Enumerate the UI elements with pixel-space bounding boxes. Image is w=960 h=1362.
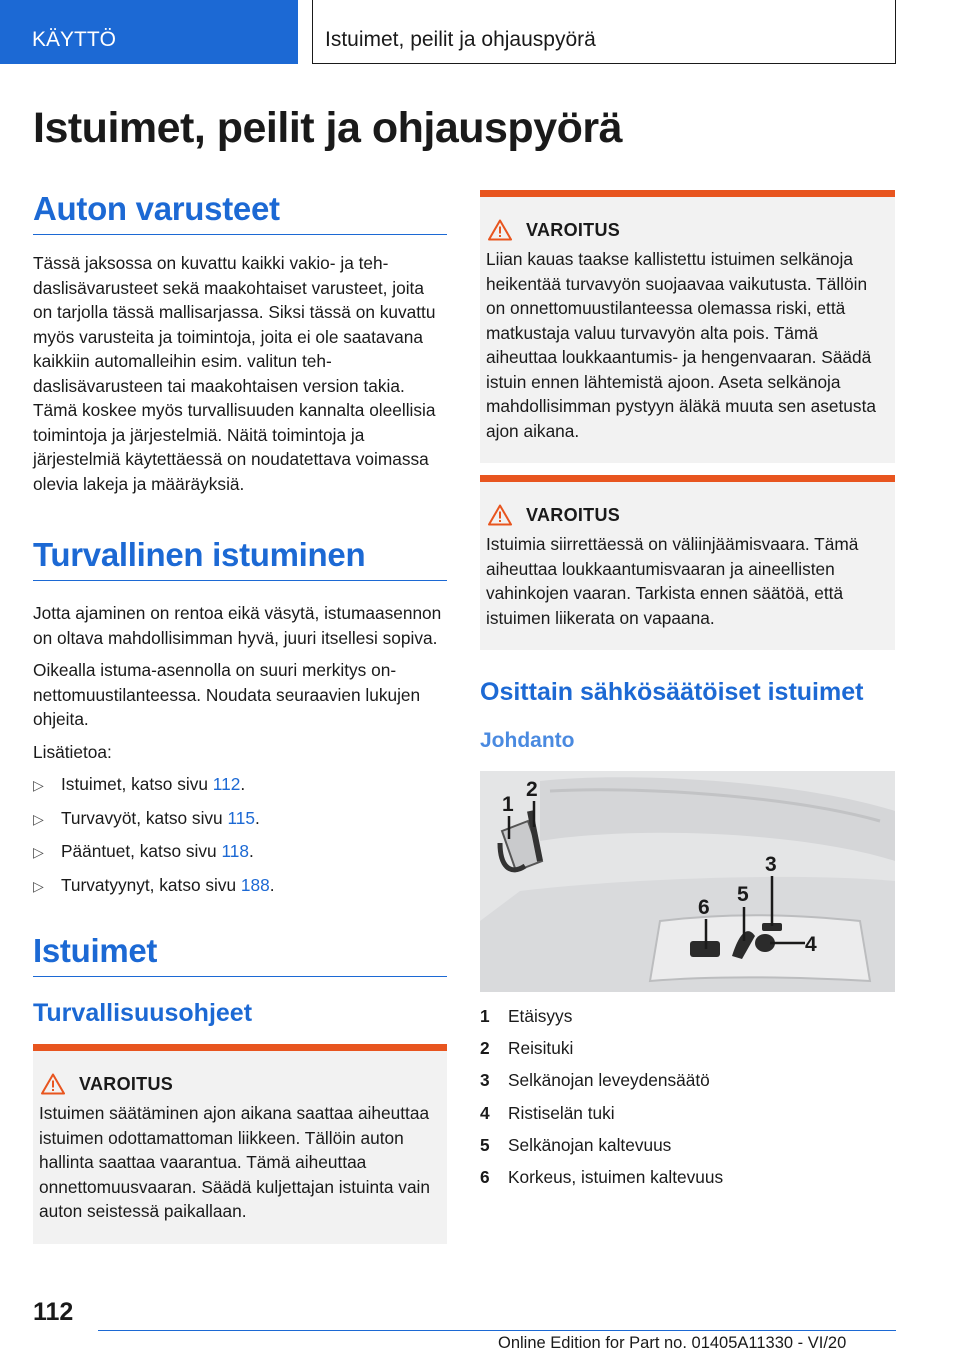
warning-text: Liian kauas taakse kallistettu istuimen selkänoja heikentää turvavyön suojaavaa vaikutusta. Tällöin on onnettomuustilanteessa olemassa riski, että matkustaja valuu turvavyön alta pois. Tämä aiheuttaa loukkaantumis- ja hengenvaaran. Säädä istuin ennen lähtemistä ajoon. Aseta selkänoja mahdollisimman pystyyn äläkä muuta sen asetusta ajon aikana. bbox=[486, 249, 876, 441]
illustration-legend bbox=[480, 1000, 895, 1193]
legend-number: 5 bbox=[480, 1134, 490, 1155]
list-item: ▷ Turvatyynyt, katso sivu 188. bbox=[33, 873, 447, 899]
legend-item bbox=[480, 1129, 895, 1161]
warning-box bbox=[33, 1044, 447, 1244]
warning-triangle-icon bbox=[488, 219, 512, 241]
callout-number: 1 bbox=[502, 793, 514, 816]
page-link[interactable]: 188 bbox=[240, 874, 270, 895]
section-heading-istuimet: Istuimet bbox=[33, 932, 447, 977]
warning-label: VAROITUS bbox=[526, 219, 621, 240]
warning-text: Istuimia siirrettäessä on väliinjäämisvaara. Tämä aiheuttaa loukkaantumisvaaran ja aineellisten vahinkojen vaaran. Tarkista ennen säätöä, että istuimen liikerata on vapaana. bbox=[486, 534, 859, 628]
callout-number: 3 bbox=[765, 853, 777, 876]
legend-number: 3 bbox=[480, 1070, 490, 1091]
section-heading-auton-varusteet: Auton varusteet bbox=[33, 190, 447, 235]
more-info-label: Lisätietoa: bbox=[33, 741, 112, 762]
warning-box bbox=[480, 190, 895, 463]
triangle-bullet-icon: ▷ bbox=[33, 810, 44, 827]
warning-triangle-icon bbox=[488, 504, 512, 526]
reference-text: Istuimet, katso sivu bbox=[61, 774, 213, 794]
callout-number: 4 bbox=[805, 933, 817, 956]
legend-label: Korkeus, istuimen kaltevuus bbox=[508, 1167, 724, 1188]
page-link[interactable]: 112 bbox=[212, 774, 241, 794]
callout-number: 5 bbox=[737, 883, 749, 906]
seat-illustration-graphic bbox=[480, 771, 895, 992]
legend-label: Selkänojan leveydensäätö bbox=[508, 1070, 710, 1091]
warning-box bbox=[480, 475, 895, 650]
turvallinen-para-2: Oikealla istuma-asennolla on suuri merkitys onnettomuustilanteessa. Noudata seuraavien lukujen ohjeita. bbox=[33, 660, 421, 729]
subheading-turvallisuusohjeet: Turvallisuusohjeet bbox=[33, 999, 253, 1027]
legend-number: 6 bbox=[480, 1167, 490, 1188]
reference-list bbox=[33, 772, 447, 898]
turvallinen-para-1: Jotta ajaminen on rentoa eikä väsytä, istumaasennon on oltava mahdollisimman hyvä, juuri itsellesi sopiva. bbox=[33, 603, 442, 648]
legend-label: Selkänojan kaltevuus bbox=[508, 1134, 672, 1155]
legend-number: 4 bbox=[480, 1102, 490, 1123]
legend-item bbox=[480, 1000, 895, 1032]
legend-label: Reisituki bbox=[508, 1038, 574, 1059]
reference-text: Pääntuet, katso sivu bbox=[61, 841, 222, 861]
legend-number: 1 bbox=[480, 1006, 490, 1026]
subheading-johdanto: Johdanto bbox=[480, 729, 575, 752]
legend-number: 2 bbox=[480, 1038, 490, 1059]
triangle-bullet-icon: ▷ bbox=[33, 777, 44, 793]
right-column bbox=[480, 190, 895, 1193]
legend-item bbox=[480, 1161, 895, 1193]
legend-item bbox=[480, 1097, 895, 1129]
reference-text: Turvavyöt, katso sivu bbox=[61, 807, 228, 828]
auton-varusteet-text: Tässä jaksossa on kuvattu kaikki vakio- ja tehdaslisävarusteet sekä maakohtaiset varusteet, joita on tarjolla tässä mallisarjassa. Siksi tässä on kuvattu myös varusteita ja toimintoja, joita ei ole saatavana kaikkiin automalleihin esim. valitun tehdaslisävarusteen tai maakohtaisen version takia. Tämä koskee myös turvallisuuden kannalta oleellisia toimintoja ja järjestelmiä. Näitä toimintoja ja järjestelmiä käytettäessä on noudatettava voimassa olevia lakeja ja määräyksiä. bbox=[33, 253, 436, 494]
legend-label: Etäisyys bbox=[508, 1006, 573, 1026]
list-item: ▷ Pääntuet, katso sivu 118. bbox=[33, 839, 447, 865]
reference-text: Turvatyynyt, katso sivu bbox=[61, 874, 241, 895]
chapter-tab[interactable]: KÄYTTÖ bbox=[0, 0, 298, 64]
left-column bbox=[33, 190, 447, 1244]
triangle-bullet-icon: ▷ bbox=[33, 877, 44, 894]
edition-info: Online Edition for Part no. 01405A11330 - VI/20 bbox=[498, 1334, 847, 1352]
callout-number: 6 bbox=[698, 896, 710, 919]
triangle-bullet-icon: ▷ bbox=[33, 844, 44, 860]
footer-divider bbox=[98, 1330, 896, 1331]
page-link[interactable]: 115 bbox=[227, 807, 256, 828]
warning-label: VAROITUS bbox=[79, 1073, 174, 1094]
page-number: 112 bbox=[33, 1298, 74, 1326]
list-item: ▷ Turvavyöt, katso sivu 115. bbox=[33, 806, 447, 832]
section-heading-turvallinen-istuminen: Turvallinen istuminen bbox=[33, 536, 447, 581]
subheading-osittain-sahkosaatoiset: Osittain sähkösäätöiset istuimet bbox=[480, 678, 864, 706]
legend-label: Ristiselän tuki bbox=[508, 1102, 615, 1123]
warning-text: Istuimen säätäminen ajon aikana saattaa aiheuttaa istuimen odottamattoman liikkeen. Tällöin auton hallinta saattaa vaarantua. Tämä aiheuttaa onnettomuusvaaran. Säädä kuljettajan istuinta vain auton seistessä paikallaan. bbox=[39, 1103, 431, 1221]
warning-label: VAROITUS bbox=[526, 504, 621, 525]
seat-controls-illustration bbox=[480, 771, 895, 992]
legend-item bbox=[480, 1032, 895, 1064]
page-link[interactable]: 118 bbox=[221, 841, 249, 861]
legend-item bbox=[480, 1064, 895, 1096]
topic-tab[interactable]: Istuimet, peilit ja ohjauspyörä bbox=[312, 0, 896, 64]
page-title: Istuimet, peilit ja ohjauspyörä bbox=[33, 104, 623, 152]
list-item: ▷ Istuimet, katso sivu 112. bbox=[33, 772, 447, 798]
callout-number: 2 bbox=[526, 778, 538, 801]
warning-triangle-icon bbox=[41, 1073, 65, 1095]
